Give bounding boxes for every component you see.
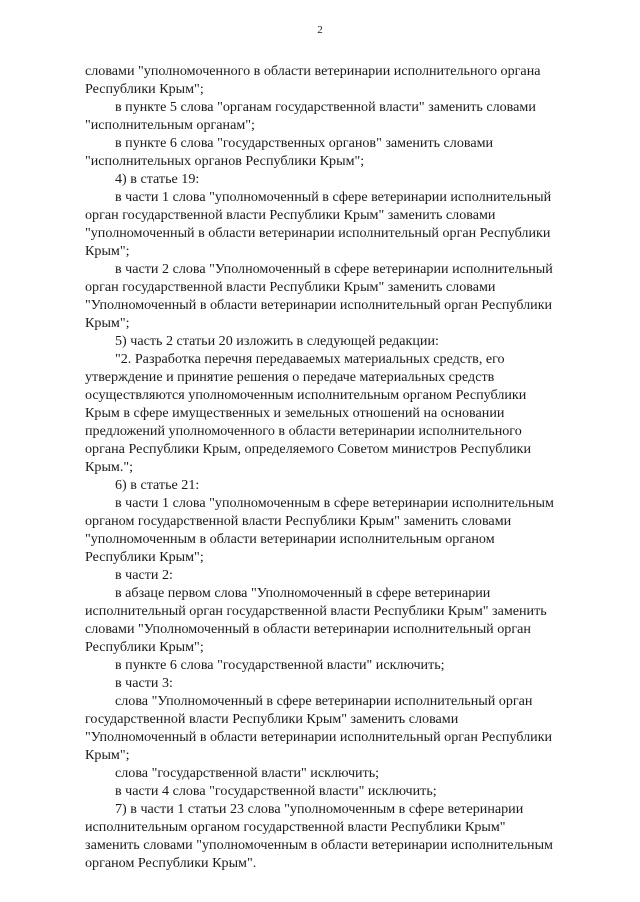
page-number: 2: [317, 24, 323, 36]
paragraph: в части 2:: [115, 567, 173, 583]
paragraph: в пункте 5 слова "органам государственной власти" заменить словами "исполнительным органам";: [85, 99, 536, 133]
paragraph: в части 4 слова "государственной власти" исключить;: [115, 783, 437, 799]
paragraph: в части 1 слова "уполномоченным в сфере ветеринарии исполнительным органом государственной власти Республики Крым" заменить словами "уполномоченным в области ветеринарии исполнительным органом Республики Крым";: [85, 495, 554, 565]
paragraph: 4) в статье 19:: [115, 171, 200, 187]
paragraph: 7) в части 1 статьи 23 слова "уполномоченным в сфере ветеринарии исполнительным органом государственной власти Республики Крым" заменить словами "уполномоченным в области ветеринарии исполнительным органом Республики Крым".: [85, 801, 553, 871]
paragraph: в части 3:: [115, 675, 173, 691]
paragraph: слова "Уполномоченный в сфере ветеринарии исполнительный орган государственной власти Республики Крым" заменить словами "Уполномоченный в области ветеринарии исполнительный орган Республики Крым";: [85, 693, 553, 763]
paragraph: 6) в статье 21:: [115, 477, 200, 493]
paragraph: в части 2 слова "Уполномоченный в сфере ветеринарии исполнительный орган государственной власти Республики Крым" заменить словами "Уполномоченный в области ветеринарии исполнительный орган Республики Крым";: [85, 261, 553, 331]
paragraph: слова "государственной власти" исключить;: [115, 765, 380, 781]
document-body: [85, 62, 584, 872]
paragraph: 5) часть 2 статьи 20 изложить в следующей редакции:: [115, 333, 439, 349]
paragraph: "2. Разработка перечня передаваемых материальных средств, его утверждение и принятие решения о передаче материальных средств осуществляются уполномоченным исполнительным органом Республики Крым в сфере имущественных и земельных отношений на основании предложений уполномоченного в области ветеринарии исполнительного органа Республики Крым, определяемого Советом министров Республики Крым.";: [85, 351, 532, 475]
paragraph: в пункте 6 слова "государственных органов" заменить словами "исполнительных органов Республики Крым";: [85, 135, 494, 169]
paragraph: в части 1 слова "уполномоченный в сфере ветеринарии исполнительный орган государственной власти Республики Крым" заменить словами "уполномоченный в области ветеринарии исполнительный орган Республики Крым";: [85, 189, 552, 259]
paragraph: в абзаце первом слова "Уполномоченный в сфере ветеринарии исполнительный орган государственной власти Республики Крым" заменить словами "Уполномоченный в области ветеринарии исполнительный орган Республики Крым";: [85, 585, 547, 655]
paragraph: в пункте 6 слова "государственной власти" исключить;: [115, 657, 445, 673]
paragraph: словами "уполномоченного в области ветеринарии исполнительного органа Республики Крым";: [85, 63, 541, 97]
